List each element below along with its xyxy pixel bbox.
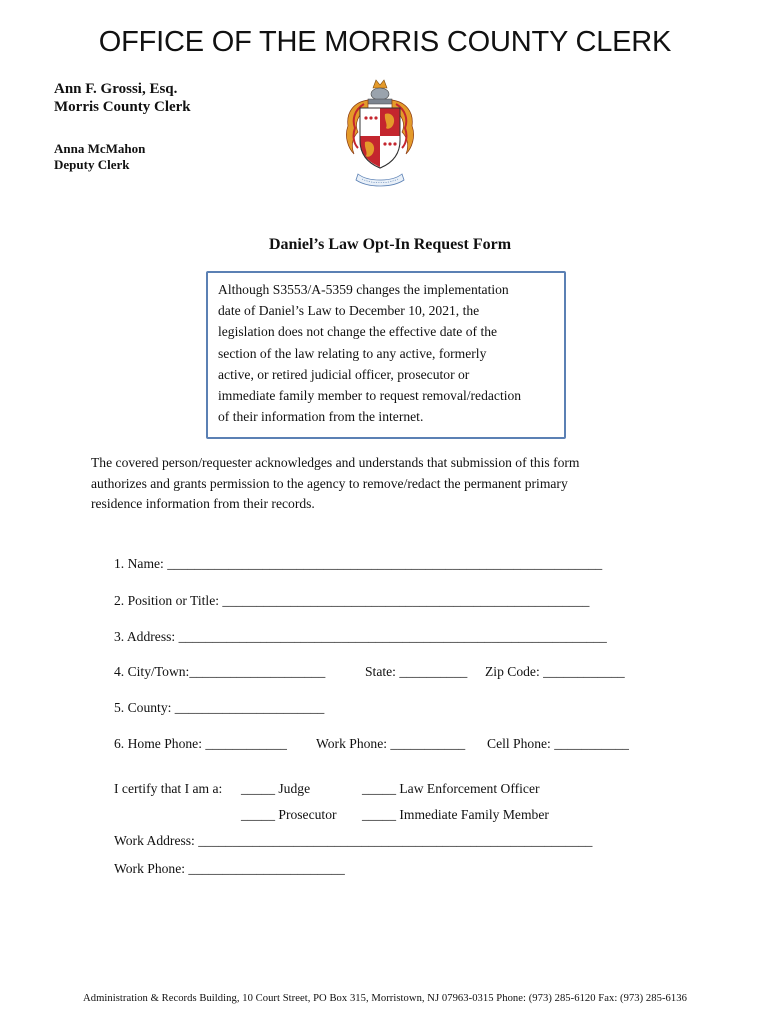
- city-field[interactable]: 4. City/Town:____________________: [114, 664, 326, 679]
- work-phone-field[interactable]: Work Phone: ___________: [316, 736, 466, 751]
- county-seal-icon: [340, 78, 420, 190]
- ack-line: residence information from their records.: [91, 496, 315, 511]
- clerk-name: Ann F. Grossi, Esq.: [54, 81, 178, 97]
- footer-address: Administration & Records Building, 10 Court Street, PO Box 315, Morristown, NJ 07963-0315 Phone: (973) 285-6120 Fax: (973) 285-6136: [83, 993, 687, 1004]
- notice-line: section of the law relating to any active, formerly: [218, 345, 487, 361]
- work-address-field[interactable]: Work Address: __________________________________________________________: [114, 833, 593, 848]
- cell-phone-field[interactable]: Cell Phone: ___________: [487, 736, 629, 751]
- notice-line: Although S3553/A-5359 changes the implementation: [218, 282, 509, 297]
- address-field[interactable]: 3. Address: _______________________________________________________________: [114, 629, 607, 644]
- law-enforcement-option[interactable]: _____ Law Enforcement Officer: [362, 781, 540, 796]
- ack-line: authorizes and grants permission to the agency to remove/redact the permanent primary: [91, 475, 568, 491]
- work-phone-line-field[interactable]: Work Phone: _______________________: [114, 861, 345, 876]
- zip-field[interactable]: Zip Code: ____________: [485, 664, 625, 679]
- notice-line: immediate family member to request removal/redaction: [218, 388, 522, 404]
- judge-option[interactable]: _____ Judge: [241, 781, 311, 796]
- notice-line: date of Daniel’s Law to December 10, 2021, the: [218, 303, 480, 319]
- name-field[interactable]: 1. Name: ________________________________________________________________: [114, 556, 603, 571]
- deputy-name: Anna McMahon: [54, 141, 146, 156]
- county-field[interactable]: 5. County: ______________________: [114, 700, 325, 715]
- deputy-title: Deputy Clerk: [54, 157, 130, 172]
- office-title: OFFICE OF THE MORRIS COUNTY CLERK: [98, 26, 672, 58]
- state-field[interactable]: State: __________: [365, 664, 468, 679]
- prosecutor-option[interactable]: _____ Prosecutor: [241, 807, 337, 822]
- form-title: Daniel’s Law Opt-In Request Form: [268, 236, 512, 253]
- notice-line: legislation does not change the effective date of the: [218, 324, 498, 340]
- ack-line: The covered person/requester acknowledges and understands that submission of this form: [91, 455, 580, 470]
- notice-line: of their information from the internet.: [218, 409, 424, 425]
- notice-line: active, or retired judicial officer, prosecutor or: [218, 366, 470, 382]
- home-phone-field[interactable]: 6. Home Phone: ____________: [114, 736, 287, 751]
- position-field[interactable]: 2. Position or Title: ______________________________________________________: [114, 593, 590, 608]
- clerk-title: Morris County Clerk: [54, 99, 191, 115]
- acknowledgement-text: [91, 453, 651, 515]
- family-member-option[interactable]: _____ Immediate Family Member: [362, 807, 549, 822]
- certify-label: I certify that I am a:: [114, 781, 223, 796]
- notice-box: [206, 271, 566, 439]
